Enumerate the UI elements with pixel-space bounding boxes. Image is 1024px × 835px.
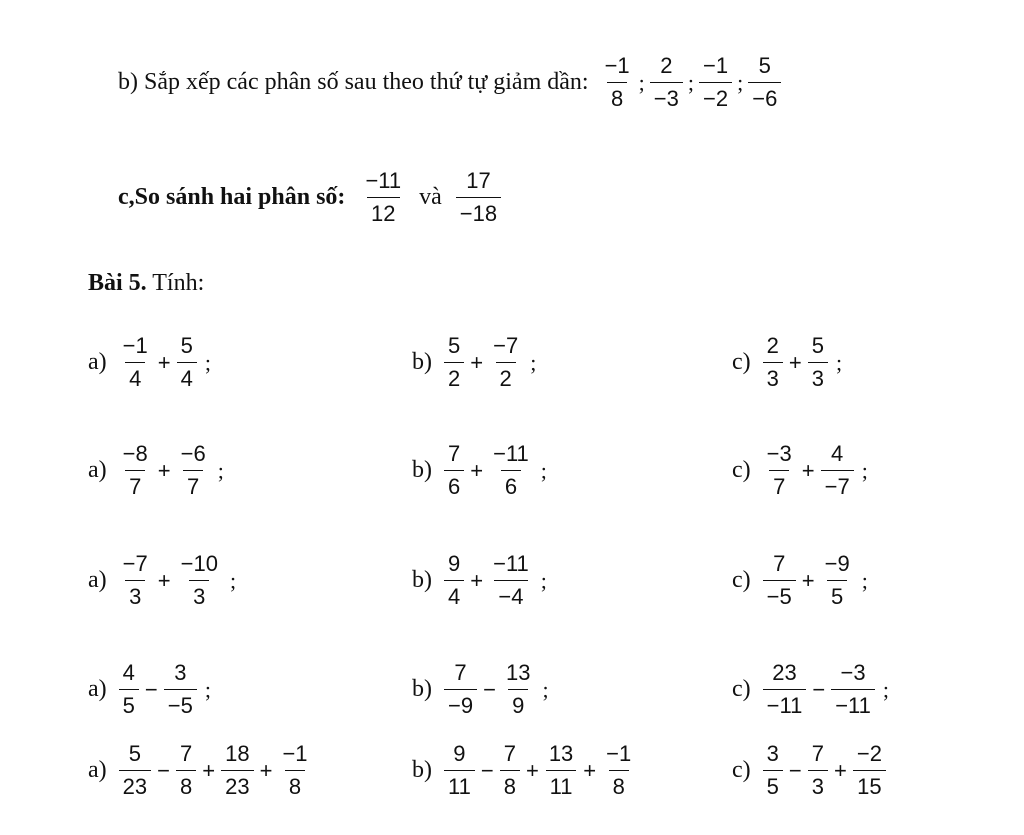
minus-operator: − bbox=[480, 757, 494, 783]
semicolon: ; bbox=[861, 457, 868, 483]
numerator: 5 bbox=[128, 741, 142, 766]
plus-operator: + bbox=[834, 757, 847, 783]
item-label: a) bbox=[88, 567, 107, 593]
plus-operator: + bbox=[157, 349, 171, 375]
numerator: 23 bbox=[772, 660, 797, 685]
denominator: 8 bbox=[607, 82, 627, 110]
denominator: 6 bbox=[444, 470, 464, 498]
item-label: b) bbox=[412, 567, 432, 593]
exercise-item bbox=[88, 443, 227, 498]
exercise-item bbox=[732, 743, 888, 798]
denominator: 23 bbox=[119, 770, 151, 798]
item-label: a) bbox=[88, 676, 107, 702]
separator: ; bbox=[687, 69, 695, 95]
fraction bbox=[444, 443, 464, 498]
semicolon: ; bbox=[836, 349, 843, 375]
exercise-item bbox=[88, 743, 314, 798]
denominator: −5 bbox=[763, 580, 796, 608]
numerator: 5 bbox=[180, 333, 193, 358]
item-label: c) bbox=[732, 757, 751, 783]
fraction bbox=[164, 662, 197, 717]
numerator: −1 bbox=[703, 53, 729, 78]
numerator: 7 bbox=[503, 741, 516, 766]
plus-operator: + bbox=[470, 457, 484, 483]
fraction bbox=[699, 55, 732, 110]
denominator: −11 bbox=[763, 689, 807, 717]
exercise-item bbox=[412, 743, 637, 798]
numerator: 9 bbox=[453, 741, 466, 766]
exercise-item bbox=[732, 443, 871, 498]
item-label: c) bbox=[732, 567, 751, 593]
semicolon: ; bbox=[861, 567, 868, 593]
exercise-item bbox=[412, 553, 550, 608]
exercise-item bbox=[732, 335, 845, 390]
exercise-item bbox=[412, 662, 552, 717]
denominator: 2 bbox=[444, 362, 464, 390]
plus-operator: + bbox=[259, 757, 273, 783]
item-label: c) bbox=[732, 457, 751, 483]
fraction bbox=[808, 743, 828, 798]
numerator: −10 bbox=[180, 551, 218, 576]
fraction bbox=[853, 743, 886, 798]
fraction bbox=[602, 743, 635, 798]
numerator: −7 bbox=[122, 551, 148, 576]
fraction bbox=[545, 743, 577, 798]
fraction bbox=[489, 335, 522, 390]
item-label: c) bbox=[732, 349, 751, 375]
fraction bbox=[177, 335, 197, 390]
denominator: 8 bbox=[285, 770, 305, 798]
denominator: −6 bbox=[748, 82, 781, 110]
numerator: 7 bbox=[773, 551, 786, 576]
fraction bbox=[444, 553, 464, 608]
numerator: −1 bbox=[282, 741, 308, 766]
denominator: −11 bbox=[831, 689, 875, 717]
numerator: −1 bbox=[122, 333, 148, 358]
numerator: 3 bbox=[766, 741, 779, 766]
numerator: 5 bbox=[758, 53, 771, 78]
exercise-title bbox=[88, 270, 204, 297]
numerator: 9 bbox=[448, 551, 461, 576]
numerator: −6 bbox=[180, 441, 206, 466]
plus-operator: + bbox=[470, 349, 484, 375]
minus-operator: − bbox=[483, 676, 496, 702]
fraction bbox=[821, 553, 854, 608]
denominator: −2 bbox=[699, 82, 732, 110]
numerator: 4 bbox=[122, 660, 135, 685]
numerator: −11 bbox=[493, 441, 529, 466]
fraction bbox=[444, 743, 475, 798]
exercise-item bbox=[732, 662, 892, 717]
fraction bbox=[601, 55, 634, 110]
numerator: −7 bbox=[493, 333, 519, 358]
numerator: −11 bbox=[493, 551, 529, 576]
separator: ; bbox=[638, 69, 645, 95]
numerator: 2 bbox=[766, 333, 779, 358]
denominator: 9 bbox=[508, 689, 528, 717]
fraction bbox=[808, 335, 828, 390]
fraction bbox=[221, 743, 253, 798]
part-c-line bbox=[118, 170, 503, 225]
plus-operator: + bbox=[788, 349, 802, 375]
exercise-item bbox=[412, 335, 539, 390]
fraction bbox=[278, 743, 311, 798]
fraction bbox=[177, 553, 222, 608]
semicolon: ; bbox=[204, 349, 211, 375]
numerator: 7 bbox=[180, 741, 193, 766]
denominator: 7 bbox=[769, 470, 789, 498]
fraction bbox=[748, 55, 781, 110]
fraction bbox=[444, 335, 464, 390]
semicolon: ; bbox=[204, 676, 211, 702]
numerator: 18 bbox=[225, 741, 250, 766]
denominator: 2 bbox=[496, 362, 516, 390]
plus-operator: + bbox=[470, 567, 484, 593]
numerator: 5 bbox=[811, 333, 825, 358]
item-label: a) bbox=[88, 757, 107, 783]
part-b-text: b) Sắp xếp các phân số sau theo thứ tự giảm dần: bbox=[118, 69, 589, 95]
fraction bbox=[456, 170, 501, 225]
item-label: b) bbox=[412, 349, 432, 375]
denominator: −7 bbox=[821, 470, 854, 498]
numerator: −8 bbox=[122, 441, 148, 466]
fraction bbox=[763, 553, 796, 608]
fraction bbox=[119, 335, 152, 390]
minus-operator: − bbox=[788, 757, 802, 783]
plus-operator: + bbox=[157, 457, 171, 483]
fraction bbox=[821, 443, 854, 498]
semicolon: ; bbox=[229, 567, 237, 593]
fraction bbox=[119, 443, 152, 498]
numerator: 17 bbox=[466, 168, 491, 193]
part-b-line bbox=[118, 55, 783, 110]
denominator: 6 bbox=[501, 470, 521, 498]
numerator: −9 bbox=[824, 551, 850, 576]
denominator: 3 bbox=[808, 362, 828, 390]
separator: ; bbox=[737, 69, 744, 95]
numerator: 5 bbox=[448, 333, 461, 358]
exercise-item bbox=[88, 335, 214, 390]
and-word: và bbox=[419, 184, 442, 210]
plus-operator: + bbox=[583, 757, 597, 783]
numerator: 13 bbox=[548, 741, 574, 766]
numerator: −1 bbox=[604, 53, 630, 78]
fraction bbox=[119, 662, 139, 717]
numerator: −11 bbox=[365, 168, 402, 193]
denominator: 8 bbox=[176, 770, 196, 798]
denominator: 8 bbox=[500, 770, 520, 798]
fraction bbox=[763, 443, 796, 498]
exercise-item bbox=[412, 443, 550, 498]
fraction bbox=[502, 662, 534, 717]
item-label: b) bbox=[412, 676, 432, 702]
denominator: −9 bbox=[444, 689, 477, 717]
numerator: 2 bbox=[660, 53, 673, 78]
denominator: 3 bbox=[763, 362, 783, 390]
denominator: −18 bbox=[456, 197, 501, 225]
numerator: −3 bbox=[766, 441, 792, 466]
fraction bbox=[489, 443, 533, 498]
numerator: 3 bbox=[174, 660, 187, 685]
denominator: 12 bbox=[367, 197, 399, 225]
fraction bbox=[831, 662, 875, 717]
numerator: 13 bbox=[505, 660, 531, 685]
fraction bbox=[444, 662, 477, 717]
fraction bbox=[361, 170, 405, 225]
numerator: 7 bbox=[811, 741, 825, 766]
exercise-title-bold: Bài 5. bbox=[88, 270, 147, 296]
semicolon: ; bbox=[542, 676, 549, 702]
denominator: 5 bbox=[827, 580, 847, 608]
minus-operator: − bbox=[812, 676, 826, 702]
denominator: 7 bbox=[125, 470, 145, 498]
fraction bbox=[500, 743, 520, 798]
plus-operator: + bbox=[525, 757, 539, 783]
item-label: a) bbox=[88, 349, 107, 375]
denominator: 4 bbox=[177, 362, 197, 390]
numerator: −1 bbox=[606, 741, 632, 766]
semicolon: ; bbox=[540, 457, 547, 483]
denominator: 11 bbox=[444, 770, 475, 798]
part-c-text: c,So sánh hai phân số: bbox=[118, 184, 346, 210]
semicolon: ; bbox=[540, 567, 547, 593]
minus-operator: − bbox=[144, 676, 158, 702]
denominator: 5 bbox=[119, 689, 139, 717]
denominator: −3 bbox=[650, 82, 683, 110]
denominator: 4 bbox=[444, 580, 464, 608]
denominator: 3 bbox=[808, 770, 828, 798]
denominator: −5 bbox=[164, 689, 197, 717]
numerator: 4 bbox=[831, 441, 844, 466]
denominator: 8 bbox=[609, 770, 629, 798]
denominator: 7 bbox=[183, 470, 203, 498]
fraction bbox=[119, 743, 151, 798]
fraction bbox=[119, 553, 152, 608]
semicolon: ; bbox=[217, 457, 224, 483]
minus-operator: − bbox=[157, 757, 170, 783]
semicolon: ; bbox=[882, 676, 890, 702]
fraction bbox=[489, 553, 533, 608]
numerator: −2 bbox=[856, 741, 882, 766]
item-label: b) bbox=[412, 457, 432, 483]
fraction bbox=[650, 55, 683, 110]
fraction bbox=[176, 743, 196, 798]
denominator: 3 bbox=[189, 580, 209, 608]
exercise-item bbox=[88, 553, 239, 608]
semicolon: ; bbox=[530, 349, 537, 375]
denominator: 4 bbox=[125, 362, 145, 390]
exercise-item bbox=[88, 662, 214, 717]
numerator: 7 bbox=[454, 660, 467, 685]
numerator: 7 bbox=[448, 441, 461, 466]
item-label: b) bbox=[412, 757, 432, 783]
exercise-title-rest: Tính: bbox=[146, 270, 205, 296]
fraction bbox=[177, 443, 210, 498]
denominator: 15 bbox=[853, 770, 885, 798]
exercise-item bbox=[732, 553, 871, 608]
denominator: −4 bbox=[494, 580, 527, 608]
denominator: 5 bbox=[763, 770, 783, 798]
fraction bbox=[763, 662, 807, 717]
plus-operator: + bbox=[202, 757, 216, 783]
item-label: a) bbox=[88, 457, 107, 483]
plus-operator: + bbox=[801, 457, 815, 483]
plus-operator: + bbox=[801, 567, 815, 593]
numerator: −3 bbox=[840, 660, 866, 685]
denominator: 23 bbox=[221, 770, 253, 798]
plus-operator: + bbox=[157, 567, 171, 593]
denominator: 3 bbox=[125, 580, 145, 608]
fraction bbox=[763, 743, 783, 798]
item-label: c) bbox=[732, 676, 751, 702]
fraction bbox=[763, 335, 783, 390]
denominator: 11 bbox=[546, 770, 577, 798]
